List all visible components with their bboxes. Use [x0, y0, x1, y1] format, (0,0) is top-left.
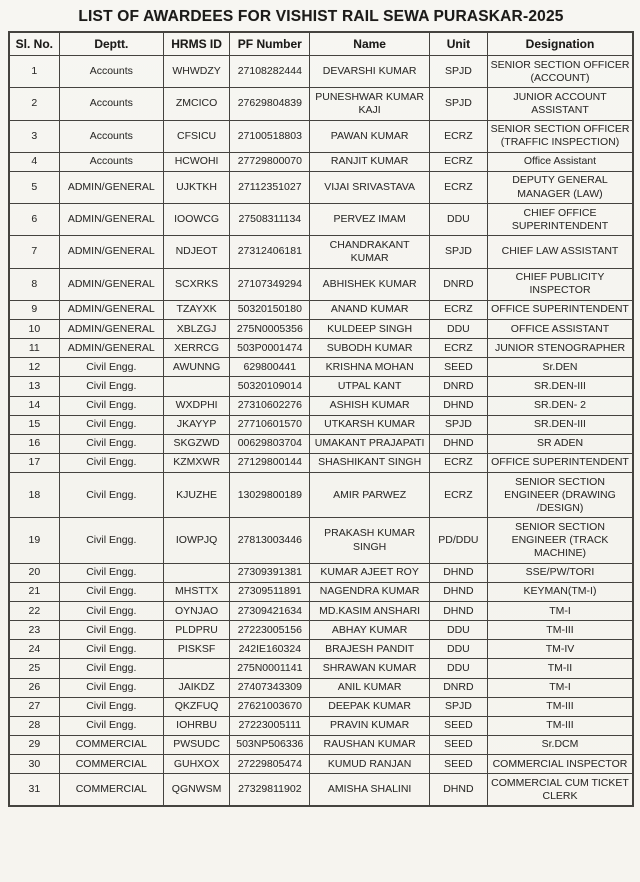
cell-designation: TM-III: [487, 716, 633, 735]
cell-pf-number: 27309391381: [230, 563, 310, 582]
cell-hrms-id: IOHRBU: [163, 716, 229, 735]
cell-sl-no: 25: [9, 659, 59, 678]
cell-designation: SR.DEN-III: [487, 415, 633, 434]
cell-name: KUMUD RANJAN: [310, 755, 429, 774]
cell-sl-no: 22: [9, 602, 59, 621]
cell-designation: SR.DEN- 2: [487, 396, 633, 415]
cell-sl-no: 10: [9, 320, 59, 339]
cell-unit: DDU: [429, 204, 487, 236]
cell-pf-number: 27223005156: [230, 621, 310, 640]
cell-pf-number: 50320150180: [230, 300, 310, 319]
cell-pf-number: 27407343309: [230, 678, 310, 697]
cell-sl-no: 27: [9, 697, 59, 716]
cell-designation: SR ADEN: [487, 434, 633, 453]
cell-pf-number: 27100518803: [230, 120, 310, 152]
table-row: [9, 171, 633, 203]
cell-name: SHRAWAN KUMAR: [310, 659, 429, 678]
document-title: LIST OF AWARDEES FOR VISHIST RAIL SEWA PURASKAR-2025: [78, 8, 564, 25]
cell-hrms-id: JAIKDZ: [163, 678, 229, 697]
table-row: [9, 716, 633, 735]
table-row: [9, 678, 633, 697]
cell-designation: SR.DEN-III: [487, 377, 633, 396]
cell-unit: DHND: [429, 434, 487, 453]
cell-pf-number: 27508311134: [230, 204, 310, 236]
cell-sl-no: 11: [9, 339, 59, 358]
cell-hrms-id: XBLZGJ: [163, 320, 229, 339]
column-header-name: Name: [310, 32, 429, 56]
cell-name: PRAVIN KUMAR: [310, 716, 429, 735]
cell-sl-no: 7: [9, 236, 59, 268]
cell-hrms-id: SCXRKS: [163, 268, 229, 300]
cell-name: DEVARSHI KUMAR: [310, 56, 429, 88]
cell-unit: ECRZ: [429, 120, 487, 152]
cell-deptt: ADMIN/GENERAL: [59, 320, 163, 339]
cell-name: RAUSHAN KUMAR: [310, 735, 429, 754]
cell-hrms-id: IOWPJQ: [163, 518, 229, 563]
table-row: [9, 453, 633, 472]
cell-unit: DNRD: [429, 678, 487, 697]
cell-unit: SEED: [429, 716, 487, 735]
cell-name: AMIR PARWEZ: [310, 473, 429, 518]
cell-hrms-id: NDJEOT: [163, 236, 229, 268]
table-row: [9, 774, 633, 807]
cell-name: SUBODH KUMAR: [310, 339, 429, 358]
cell-hrms-id: JKAYYP: [163, 415, 229, 434]
cell-sl-no: 28: [9, 716, 59, 735]
cell-pf-number: 27107349294: [230, 268, 310, 300]
cell-unit: DHND: [429, 774, 487, 807]
cell-designation: OFFICE ASSISTANT: [487, 320, 633, 339]
cell-unit: PD/DDU: [429, 518, 487, 563]
cell-sl-no: 4: [9, 152, 59, 171]
cell-hrms-id: ZMCICO: [163, 88, 229, 120]
cell-unit: SPJD: [429, 56, 487, 88]
cell-name: ANAND KUMAR: [310, 300, 429, 319]
table-row: [9, 236, 633, 268]
awardees-table-body: [9, 56, 633, 807]
cell-unit: ECRZ: [429, 152, 487, 171]
cell-pf-number: 27629804839: [230, 88, 310, 120]
cell-deptt: Civil Engg.: [59, 697, 163, 716]
cell-deptt: Civil Engg.: [59, 716, 163, 735]
cell-sl-no: 24: [9, 640, 59, 659]
cell-name: ANIL KUMAR: [310, 678, 429, 697]
cell-pf-number: 27129800144: [230, 453, 310, 472]
table-row: [9, 434, 633, 453]
cell-name: SHASHIKANT SINGH: [310, 453, 429, 472]
cell-hrms-id: AWUNNG: [163, 358, 229, 377]
cell-sl-no: 15: [9, 415, 59, 434]
cell-hrms-id: [163, 563, 229, 582]
cell-designation: OFFICE SUPERINTENDENT: [487, 453, 633, 472]
cell-name: ABHISHEK KUMAR: [310, 268, 429, 300]
cell-pf-number: 503P0001474: [230, 339, 310, 358]
cell-pf-number: 27108282444: [230, 56, 310, 88]
cell-sl-no: 2: [9, 88, 59, 120]
header-row: [9, 32, 633, 56]
table-row: [9, 88, 633, 120]
cell-name: MD.KASIM ANSHARI: [310, 602, 429, 621]
cell-designation: JUNIOR ACCOUNT ASSISTANT: [487, 88, 633, 120]
cell-pf-number: 50320109014: [230, 377, 310, 396]
cell-designation: OFFICE SUPERINTENDENT: [487, 300, 633, 319]
cell-deptt: Civil Engg.: [59, 377, 163, 396]
cell-name: BRAJESH PANDIT: [310, 640, 429, 659]
table-row: [9, 518, 633, 563]
cell-deptt: Civil Engg.: [59, 434, 163, 453]
cell-pf-number: 27309511891: [230, 582, 310, 601]
cell-hrms-id: PLDPRU: [163, 621, 229, 640]
cell-hrms-id: PISKSF: [163, 640, 229, 659]
table-row: [9, 659, 633, 678]
cell-name: ASHISH KUMAR: [310, 396, 429, 415]
cell-name: KUMAR AJEET ROY: [310, 563, 429, 582]
table-row: [9, 120, 633, 152]
cell-designation: DEPUTY GENERAL MANAGER (LAW): [487, 171, 633, 203]
cell-name: RANJIT KUMAR: [310, 152, 429, 171]
cell-pf-number: 13029800189: [230, 473, 310, 518]
cell-sl-no: 29: [9, 735, 59, 754]
table-row: [9, 320, 633, 339]
table-row: [9, 755, 633, 774]
cell-deptt: Civil Engg.: [59, 518, 163, 563]
table-row: [9, 621, 633, 640]
cell-designation: TM-I: [487, 602, 633, 621]
cell-deptt: Civil Engg.: [59, 473, 163, 518]
column-header-sl-no: Sl. No.: [9, 32, 59, 56]
column-header-hrms-id: HRMS ID: [163, 32, 229, 56]
cell-unit: DHND: [429, 396, 487, 415]
cell-designation: COMMERCIAL CUM TICKET CLERK: [487, 774, 633, 807]
table-row: [9, 339, 633, 358]
cell-designation: TM-II: [487, 659, 633, 678]
cell-unit: DHND: [429, 563, 487, 582]
cell-deptt: Civil Engg.: [59, 659, 163, 678]
cell-sl-no: 12: [9, 358, 59, 377]
cell-designation: JUNIOR STENOGRAPHER: [487, 339, 633, 358]
table-row: [9, 415, 633, 434]
cell-name: UTPAL KANT: [310, 377, 429, 396]
column-header-designation: Designation: [487, 32, 633, 56]
cell-pf-number: 27729800070: [230, 152, 310, 171]
cell-unit: DHND: [429, 582, 487, 601]
cell-pf-number: 242IE160324: [230, 640, 310, 659]
cell-name: KULDEEP SINGH: [310, 320, 429, 339]
table-row: [9, 697, 633, 716]
cell-pf-number: 27309421634: [230, 602, 310, 621]
cell-unit: ECRZ: [429, 171, 487, 203]
cell-sl-no: 3: [9, 120, 59, 152]
cell-hrms-id: QKZFUQ: [163, 697, 229, 716]
cell-deptt: Civil Engg.: [59, 396, 163, 415]
cell-pf-number: 27312406181: [230, 236, 310, 268]
awardees-table-head: [9, 32, 633, 56]
cell-hrms-id: MHSTTX: [163, 582, 229, 601]
cell-name: UMAKANT PRAJAPATI: [310, 434, 429, 453]
cell-name: DEEPAK KUMAR: [310, 697, 429, 716]
cell-unit: SPJD: [429, 415, 487, 434]
cell-sl-no: 20: [9, 563, 59, 582]
cell-hrms-id: KJUZHE: [163, 473, 229, 518]
cell-designation: Sr.DCM: [487, 735, 633, 754]
cell-deptt: Accounts: [59, 120, 163, 152]
cell-hrms-id: TZAYXK: [163, 300, 229, 319]
cell-sl-no: 19: [9, 518, 59, 563]
cell-deptt: COMMERCIAL: [59, 755, 163, 774]
cell-unit: ECRZ: [429, 300, 487, 319]
table-row: [9, 204, 633, 236]
cell-hrms-id: KZMXWR: [163, 453, 229, 472]
cell-designation: CHIEF OFFICE SUPERINTENDENT: [487, 204, 633, 236]
cell-sl-no: 5: [9, 171, 59, 203]
table-row: [9, 56, 633, 88]
cell-unit: DDU: [429, 320, 487, 339]
cell-deptt: Civil Engg.: [59, 563, 163, 582]
cell-sl-no: 6: [9, 204, 59, 236]
cell-pf-number: 27813003446: [230, 518, 310, 563]
cell-hrms-id: PWSUDC: [163, 735, 229, 754]
table-row: [9, 473, 633, 518]
cell-pf-number: 27329811902: [230, 774, 310, 807]
cell-deptt: COMMERCIAL: [59, 774, 163, 807]
cell-sl-no: 16: [9, 434, 59, 453]
cell-deptt: Accounts: [59, 88, 163, 120]
cell-deptt: Accounts: [59, 56, 163, 88]
table-row: [9, 640, 633, 659]
cell-pf-number: 503NP506336: [230, 735, 310, 754]
cell-unit: DDU: [429, 659, 487, 678]
cell-name: ABHAY KUMAR: [310, 621, 429, 640]
cell-name: NAGENDRA KUMAR: [310, 582, 429, 601]
column-header-pf-number: PF Number: [230, 32, 310, 56]
cell-deptt: Civil Engg.: [59, 415, 163, 434]
cell-hrms-id: WXDPHI: [163, 396, 229, 415]
cell-designation: TM-III: [487, 621, 633, 640]
cell-hrms-id: IOOWCG: [163, 204, 229, 236]
cell-hrms-id: [163, 377, 229, 396]
cell-unit: SEED: [429, 755, 487, 774]
column-header-unit: Unit: [429, 32, 487, 56]
cell-hrms-id: OYNJAO: [163, 602, 229, 621]
cell-unit: SPJD: [429, 697, 487, 716]
cell-deptt: ADMIN/GENERAL: [59, 268, 163, 300]
cell-deptt: Civil Engg.: [59, 453, 163, 472]
table-row: [9, 377, 633, 396]
cell-designation: TM-IV: [487, 640, 633, 659]
cell-pf-number: 27112351027: [230, 171, 310, 203]
cell-designation: COMMERCIAL INSPECTOR: [487, 755, 633, 774]
cell-deptt: Civil Engg.: [59, 678, 163, 697]
cell-designation: SENIOR SECTION OFFICER (ACCOUNT): [487, 56, 633, 88]
cell-unit: SEED: [429, 735, 487, 754]
cell-designation: TM-III: [487, 697, 633, 716]
cell-name: VIJAI SRIVASTAVA: [310, 171, 429, 203]
cell-name: KRISHNA MOHAN: [310, 358, 429, 377]
cell-sl-no: 1: [9, 56, 59, 88]
column-header-deptt: Deptt.: [59, 32, 163, 56]
cell-sl-no: 8: [9, 268, 59, 300]
cell-pf-number: 275N0001141: [230, 659, 310, 678]
cell-sl-no: 23: [9, 621, 59, 640]
cell-sl-no: 14: [9, 396, 59, 415]
cell-unit: ECRZ: [429, 339, 487, 358]
cell-designation: CHIEF LAW ASSISTANT: [487, 236, 633, 268]
cell-name: CHANDRAKANT KUMAR: [310, 236, 429, 268]
cell-name: AMISHA SHALINI: [310, 774, 429, 807]
cell-pf-number: 27223005111: [230, 716, 310, 735]
cell-hrms-id: HCWOHI: [163, 152, 229, 171]
cell-designation: SENIOR SECTION ENGINEER (DRAWING /DESIGN): [487, 473, 633, 518]
cell-deptt: COMMERCIAL: [59, 735, 163, 754]
cell-designation: SENIOR SECTION OFFICER (TRAFFIC INSPECTION): [487, 120, 633, 152]
cell-designation: TM-I: [487, 678, 633, 697]
cell-unit: DHND: [429, 602, 487, 621]
cell-hrms-id: CFSICU: [163, 120, 229, 152]
cell-pf-number: 629800441: [230, 358, 310, 377]
table-row: [9, 358, 633, 377]
cell-deptt: Civil Engg.: [59, 640, 163, 659]
cell-designation: SENIOR SECTION ENGINEER (TRACK MACHINE): [487, 518, 633, 563]
cell-name: PERVEZ IMAM: [310, 204, 429, 236]
cell-deptt: Civil Engg.: [59, 358, 163, 377]
cell-name: PAWAN KUMAR: [310, 120, 429, 152]
cell-deptt: Civil Engg.: [59, 621, 163, 640]
cell-designation: Sr.DEN: [487, 358, 633, 377]
table-row: [9, 152, 633, 171]
cell-unit: SPJD: [429, 236, 487, 268]
cell-sl-no: 31: [9, 774, 59, 807]
table-row: [9, 602, 633, 621]
cell-hrms-id: QGNWSM: [163, 774, 229, 807]
cell-designation: CHIEF PUBLICITY INSPECTOR: [487, 268, 633, 300]
table-row: [9, 735, 633, 754]
cell-unit: ECRZ: [429, 473, 487, 518]
cell-unit: SEED: [429, 358, 487, 377]
cell-unit: DDU: [429, 621, 487, 640]
cell-hrms-id: SKGZWD: [163, 434, 229, 453]
cell-deptt: ADMIN/GENERAL: [59, 339, 163, 358]
cell-pf-number: 275N0005356: [230, 320, 310, 339]
cell-designation: Office Assistant: [487, 152, 633, 171]
cell-sl-no: 26: [9, 678, 59, 697]
cell-hrms-id: GUHXOX: [163, 755, 229, 774]
cell-sl-no: 9: [9, 300, 59, 319]
cell-unit: DNRD: [429, 268, 487, 300]
cell-deptt: ADMIN/GENERAL: [59, 204, 163, 236]
awardees-table: [8, 31, 634, 807]
table-row: [9, 268, 633, 300]
cell-deptt: ADMIN/GENERAL: [59, 236, 163, 268]
cell-sl-no: 13: [9, 377, 59, 396]
cell-deptt: Accounts: [59, 152, 163, 171]
cell-hrms-id: UJKTKH: [163, 171, 229, 203]
cell-unit: DNRD: [429, 377, 487, 396]
cell-pf-number: 27310602276: [230, 396, 310, 415]
table-row: [9, 582, 633, 601]
cell-unit: SPJD: [429, 88, 487, 120]
cell-designation: SSE/PW/TORI: [487, 563, 633, 582]
cell-sl-no: 30: [9, 755, 59, 774]
cell-pf-number: 27710601570: [230, 415, 310, 434]
cell-deptt: ADMIN/GENERAL: [59, 171, 163, 203]
cell-hrms-id: WHWDZY: [163, 56, 229, 88]
cell-hrms-id: XERRCG: [163, 339, 229, 358]
cell-pf-number: 27229805474: [230, 755, 310, 774]
cell-deptt: Civil Engg.: [59, 602, 163, 621]
table-row: [9, 300, 633, 319]
cell-pf-number: 00629803704: [230, 434, 310, 453]
cell-sl-no: 18: [9, 473, 59, 518]
cell-hrms-id: [163, 659, 229, 678]
cell-deptt: Civil Engg.: [59, 582, 163, 601]
cell-sl-no: 17: [9, 453, 59, 472]
cell-name: UTKARSH KUMAR: [310, 415, 429, 434]
cell-name: PRAKASH KUMAR SINGH: [310, 518, 429, 563]
cell-unit: ECRZ: [429, 453, 487, 472]
table-row: [9, 396, 633, 415]
cell-sl-no: 21: [9, 582, 59, 601]
cell-name: PUNESHWAR KUMAR KAJI: [310, 88, 429, 120]
cell-unit: DDU: [429, 640, 487, 659]
cell-pf-number: 27621003670: [230, 697, 310, 716]
cell-designation: KEYMAN(TM-I): [487, 582, 633, 601]
cell-deptt: ADMIN/GENERAL: [59, 300, 163, 319]
table-row: [9, 563, 633, 582]
